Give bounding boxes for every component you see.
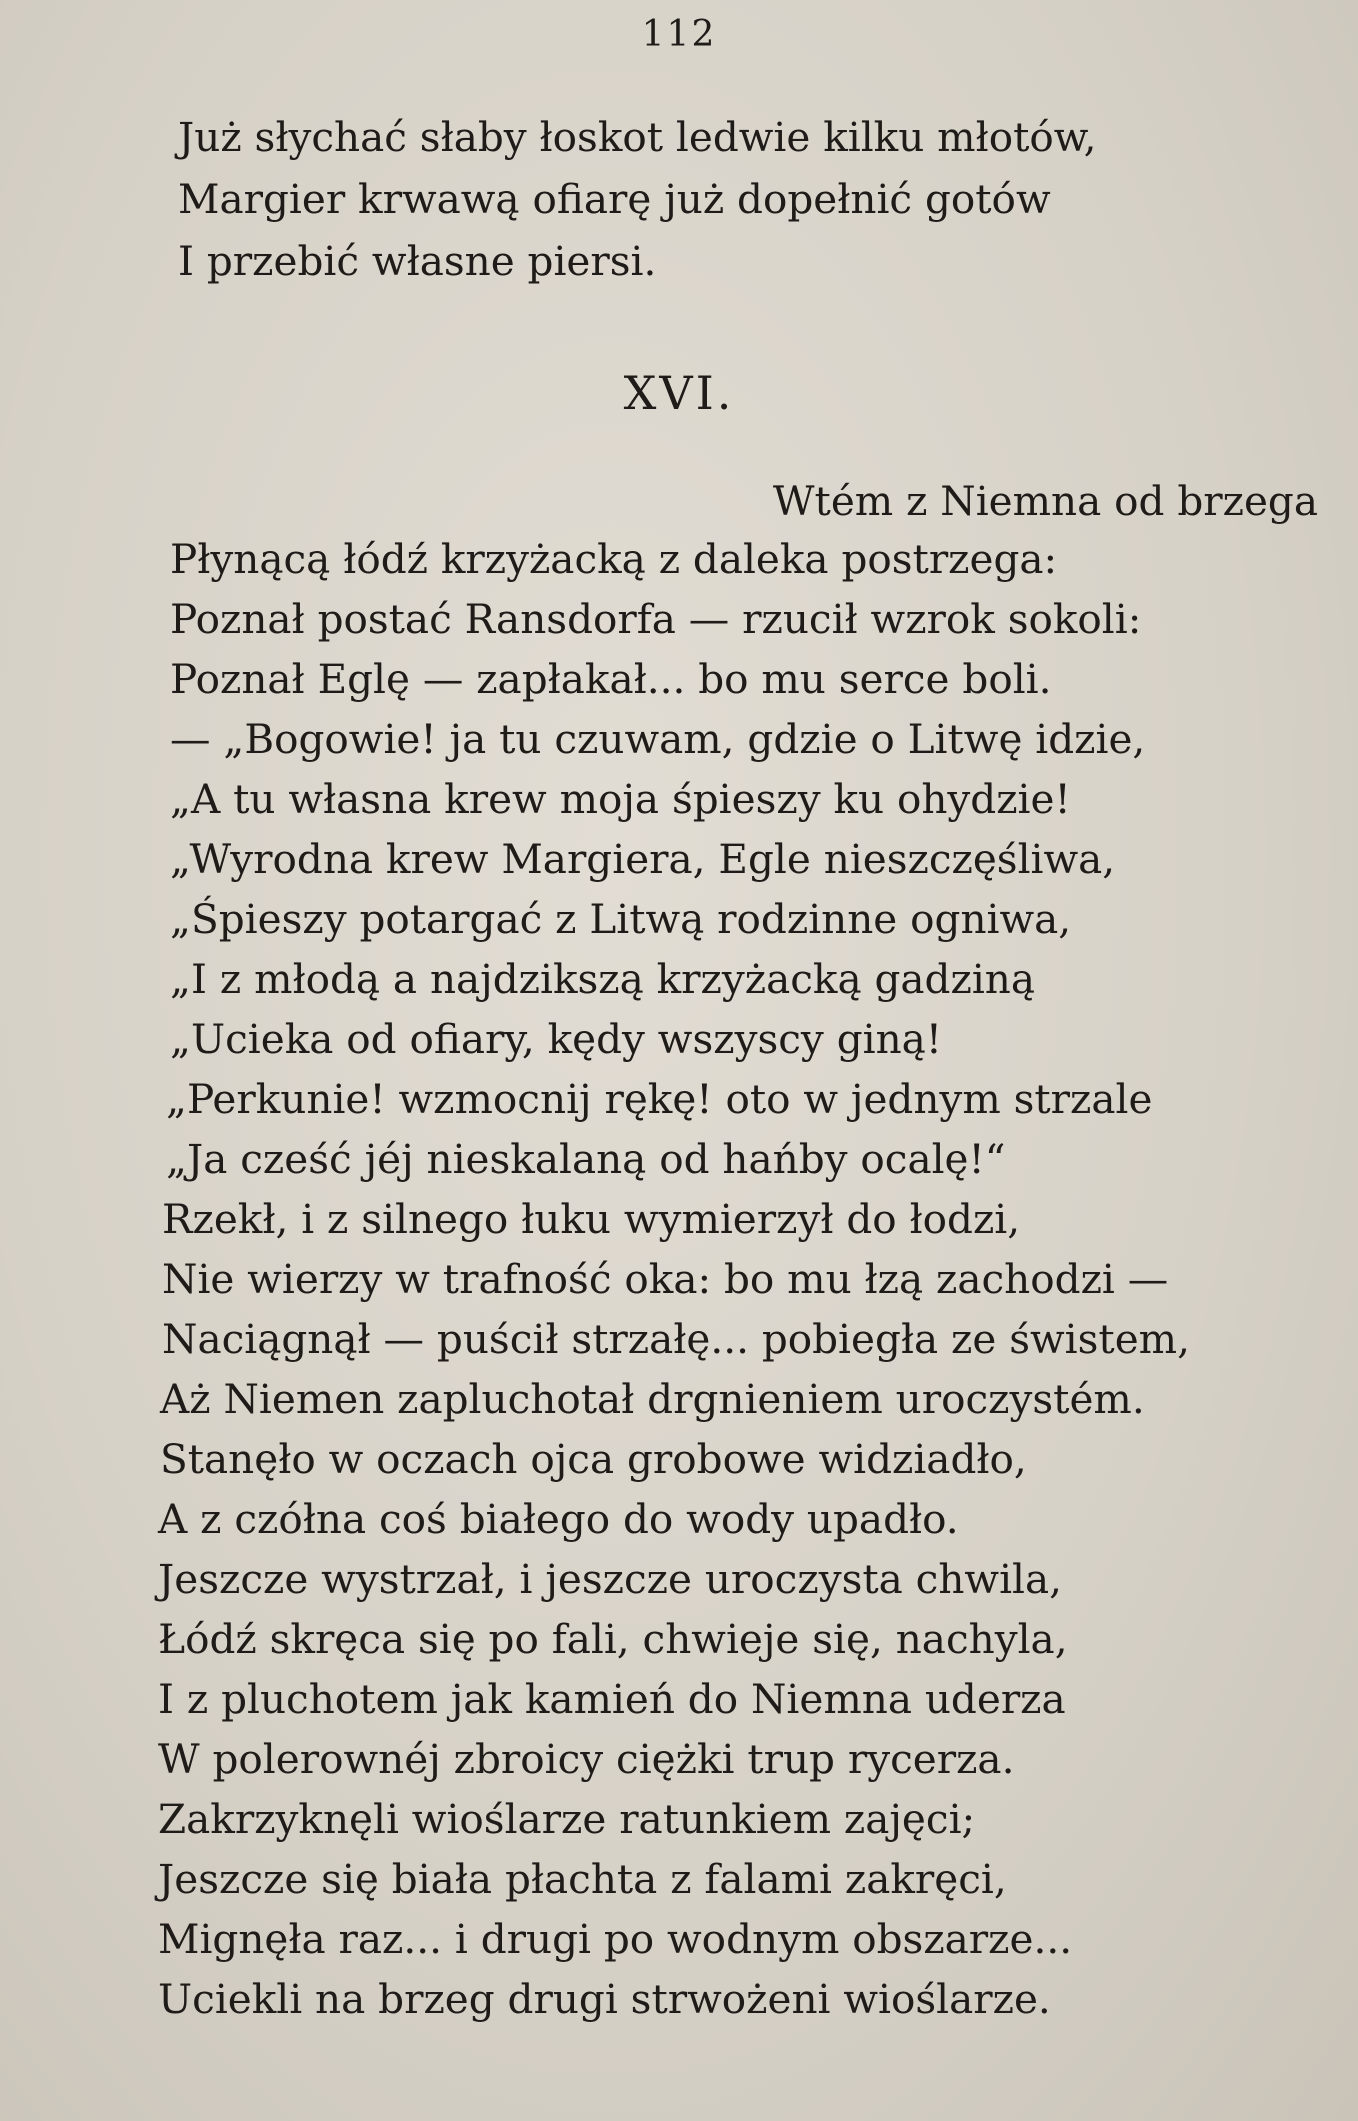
verse-line: Wtém z Niemna od brzega [772,477,1318,525]
verse-line: „I z młodą a najdzikszą krzyżacką gadziną [170,955,1035,1003]
verse-line: Rzekł, i z silnego łuku wymierzył do łodzi, [162,1195,1021,1243]
verse-line: „A tu własna krew moja śpieszy ku ohydzie! [170,775,1071,823]
verse-line: I przebić własne piersi. [178,237,657,285]
verse-line: Jeszcze się biała płachta z falami zakręci, [158,1855,1007,1903]
verse-line: Poznał Eglę — zapłakał... bo mu serce boli. [170,655,1052,703]
section-heading: XVI. [623,366,735,420]
page-number: 112 [641,14,717,55]
verse-line: Naciągnął — puścił strzałę... pobiegła ze świstem, [162,1315,1190,1363]
verse-line: Stanęło w oczach ojca grobowe widziadło, [160,1435,1027,1483]
verse-line: Jeszcze wystrzał, i jeszcze uroczysta chwila, [158,1555,1063,1603]
verse-line: Margier krwawą ofiarę już dopełnić gotów [178,175,1051,223]
verse-line: Nie wierzy w trafność oka: bo mu łzą zachodzi — [162,1255,1169,1303]
verse-line: Już słychać słaby łoskot ledwie kilku młotów, [178,113,1097,161]
verse-line: Aż Niemen zapluchotał drgnieniem uroczystém. [160,1375,1145,1423]
verse-line: — „Bogowie! ja tu czuwam, gdzie o Litwę idzie, [170,715,1146,763]
verse-line: Zakrzyknęli wioślarze ratunkiem zajęci; [158,1795,976,1843]
verse-line: Poznał postać Ransdorfa — rzucił wzrok sokoli: [170,595,1142,643]
verse-line: „Ucieka od ofiary, kędy wszyscy giną! [170,1015,943,1063]
verse-line: Uciekli na brzeg drugi strwożeni wioślarze. [158,1975,1051,2023]
verse-line: Płynącą łódź krzyżacką z daleka postrzega: [170,535,1058,583]
verse-line: „Ja cześć jéj nieskalaną od hańby ocalę!“ [166,1135,1006,1183]
verse-line: A z czółna coś białego do wody upadło. [158,1495,959,1543]
verse-line: „Wyrodna krew Margiera, Egle nieszczęśliwa, [170,835,1116,883]
verse-line: „Śpieszy potargać z Litwą rodzinne ogniwa, [170,895,1072,943]
verse-line: I z pluchotem jak kamień do Niemna uderza [158,1675,1066,1723]
verse-line: „Perkunie! wzmocnij rękę! oto w jednym strzale [166,1075,1153,1123]
verse-line: Mignęła raz... i drugi po wodnym obszarze... [158,1915,1073,1963]
verse-line: W polerownéj zbroicy ciężki trup rycerza. [158,1735,1015,1783]
verse-line: Łódź skręca się po fali, chwieje się, nachyla, [158,1615,1068,1663]
